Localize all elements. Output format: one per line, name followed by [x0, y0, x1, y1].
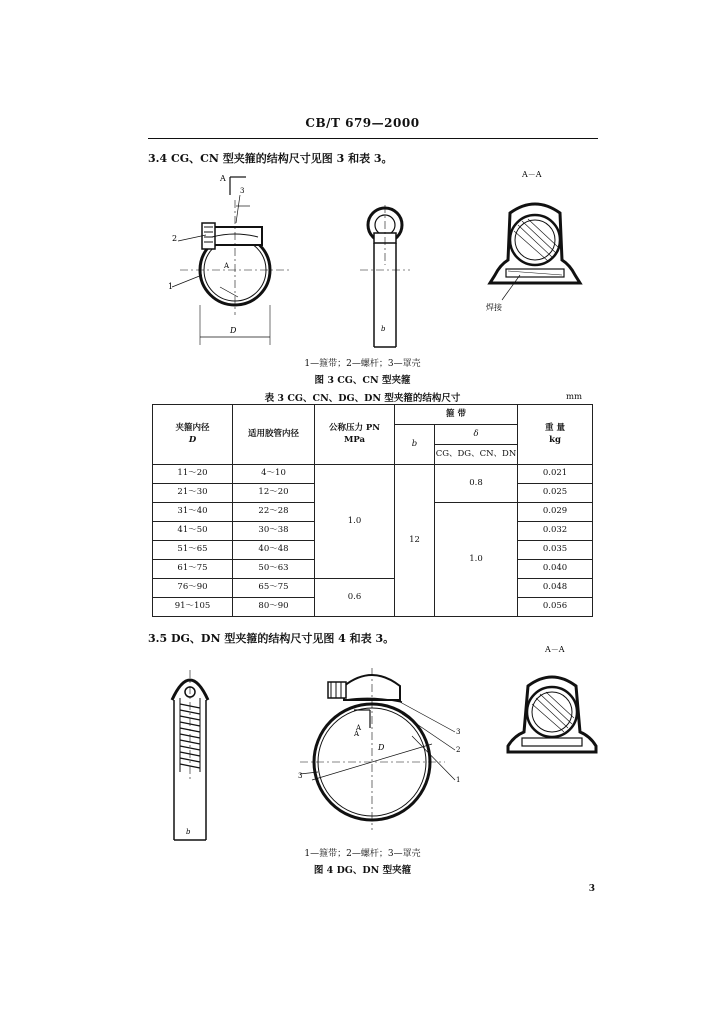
th-inner-dia: 夹箍内径 D — [153, 405, 233, 465]
table3-unit: mm — [566, 392, 583, 402]
table-row: 31～40 22～28 1.0 0.029 — [153, 503, 593, 522]
fig3-weld-label: 焊接 — [486, 303, 502, 312]
th-hose-dia: 适用胶管内径 — [233, 405, 315, 465]
table-row: 61～75 50～63 0.040 — [153, 560, 593, 579]
fig3-label-2: 2 — [172, 234, 178, 243]
fig4-label-b: b — [186, 828, 191, 836]
fig4-label-3: 3 — [456, 728, 461, 736]
fig3-view-label: A－A — [522, 170, 542, 179]
section-3-4-text: 3.4 CG、CN 型夹箍的结构尺寸见图 3 和表 3。 — [148, 152, 393, 165]
table-row: 21～30 12～20 0.025 — [153, 484, 593, 503]
page-number: 3 — [588, 884, 595, 894]
fig3-section-mark-a: A — [220, 174, 226, 183]
th-weight: 重 量 kg — [518, 405, 593, 465]
fig4-view-label: A－A — [545, 645, 565, 654]
document-header: CB/T 679—2000 — [305, 116, 420, 130]
figure-4-drawing — [150, 640, 600, 845]
fig3-caption: 图 3 CG、CN 型夹箍 — [314, 375, 411, 386]
table-row: 41～50 30～38 0.032 — [153, 522, 593, 541]
table3-title: 表 3 CG、CN、DG、DN 型夹箍的结构尺寸 — [264, 393, 461, 404]
fig3-label-1: 1 — [168, 282, 174, 291]
fig4-label-d: D — [378, 743, 385, 752]
table-3 — [152, 404, 593, 617]
fig4-legend: 1—箍带；2—螺杆；3—罩壳 — [304, 849, 421, 859]
table-row: 11～20 4～10 1.0 12 0.8 0.021 — [153, 465, 593, 484]
fig4-label-1: 1 — [456, 776, 461, 784]
fig3-front-view — [172, 177, 290, 345]
table-row: 91～105 80～90 0.056 — [153, 598, 593, 617]
table-row: 51～65 40～48 0.035 — [153, 541, 593, 560]
fig3-section-view — [490, 204, 580, 300]
delta-cell-1: 0.8 — [435, 465, 518, 503]
th-band-delta: δ — [435, 425, 518, 445]
fig4-caption: 图 4 DG、DN 型夹箍 — [313, 865, 412, 876]
header-rule — [148, 138, 598, 139]
band-b-cell: 12 — [395, 465, 435, 617]
fig3-legend: 1—箍带；2—螺杆；3—罩壳 — [304, 359, 421, 369]
fig4-label-2: 2 — [456, 746, 461, 754]
fig3-label-a: A — [224, 262, 230, 270]
delta-cell-2: 1.0 — [435, 503, 518, 617]
figure-3-drawing — [150, 165, 600, 365]
section-3-5-text: 3.5 DG、DN 型夹箍的结构尺寸见图 4 和表 3。 — [148, 632, 395, 645]
th-band-types: CG、DG、CN、DN — [435, 445, 518, 465]
fig4-label-3-left: 3 — [298, 772, 303, 780]
pressure-cell-1: 1.0 — [315, 465, 395, 579]
fig4-section-mark-a: A — [354, 730, 360, 738]
fig4-label-a: A — [356, 724, 362, 732]
fig3-label-b: b — [381, 325, 386, 333]
th-pressure: 公称压力 PN MPa — [315, 405, 395, 465]
th-band-b: b — [395, 425, 435, 465]
pressure-cell-2: 0.6 — [315, 579, 395, 617]
fig3-label-d: D — [230, 326, 237, 335]
fig4-side-view — [172, 670, 208, 840]
th-band: 箍 带 — [395, 405, 518, 425]
fig4-section-view — [508, 677, 596, 752]
table-row: 76～90 65～75 0.6 0.048 — [153, 579, 593, 598]
fig3-label-3: 3 — [240, 187, 245, 195]
